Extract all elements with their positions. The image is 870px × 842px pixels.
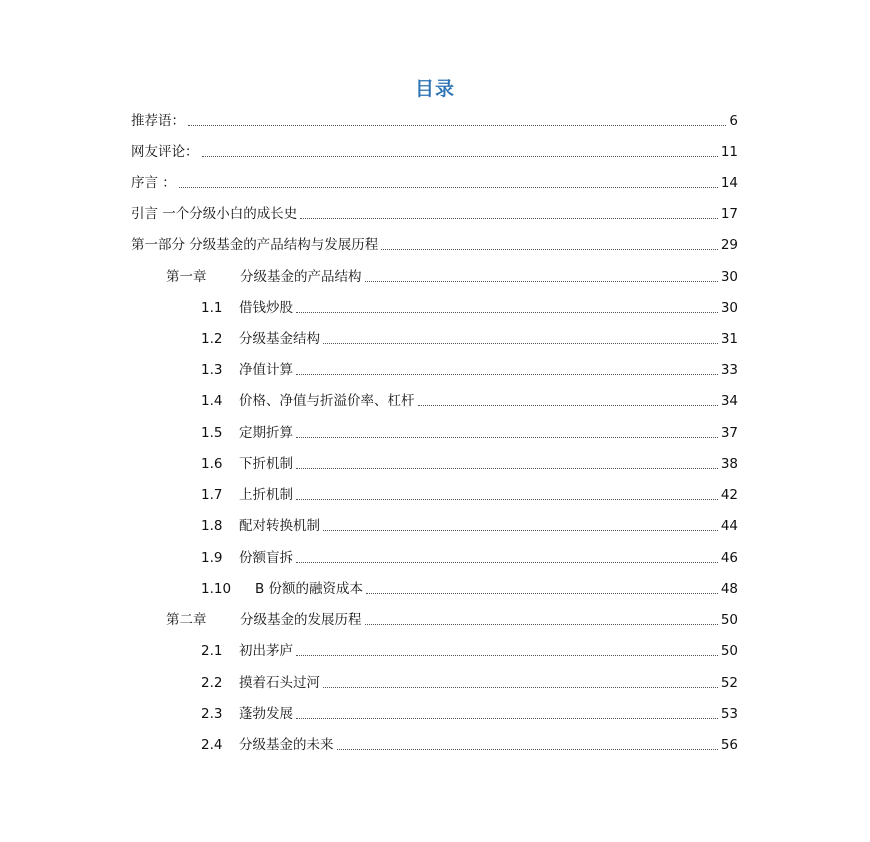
dot-leader: [300, 218, 718, 219]
toc-entry-label: 初出茅庐: [239, 643, 293, 659]
toc-entry-page: 52: [720, 675, 738, 691]
toc-entry-reader-comments[interactable]: [131, 137, 738, 161]
toc-entry-number: 2.2: [201, 675, 223, 691]
toc-entry-number: 1.10: [201, 581, 232, 597]
toc-entry-page: 56: [720, 737, 738, 753]
toc-entry-page: 29: [720, 237, 738, 253]
toc-entry-number: 1.1: [201, 300, 223, 316]
dot-leader: [365, 281, 718, 282]
toc-entry-label: 价格、净值与折溢价率、杠杆: [239, 393, 415, 409]
dot-leader: [418, 405, 718, 406]
dot-leader: [296, 499, 718, 500]
toc-entry-section-2-2[interactable]: [201, 668, 738, 692]
dot-leader: [179, 187, 718, 188]
toc-entry-page: 11: [720, 144, 738, 160]
toc-entry-label: 分级基金结构: [239, 331, 320, 347]
dot-leader: [323, 343, 718, 344]
toc-entry-label: 分级基金的发展历程: [240, 612, 362, 628]
toc-entry-label: 分级基金的未来: [239, 737, 334, 753]
dot-leader: [296, 718, 718, 719]
toc-entry-number: 1.4: [201, 393, 223, 409]
toc-entry-section-2-1[interactable]: [201, 636, 738, 660]
toc-entry-label: 推荐语：: [131, 113, 185, 129]
toc-entry-page: 50: [720, 643, 738, 659]
toc-entry-chapter-one[interactable]: [166, 262, 738, 286]
toc-entry-part-one[interactable]: [131, 230, 738, 254]
toc-entry-section-1-10[interactable]: [201, 574, 738, 598]
toc-entry-section-1-9[interactable]: [201, 543, 738, 567]
toc-entry-number: 1.5: [201, 425, 223, 441]
dot-leader: [337, 749, 718, 750]
toc-entry-label: 份额盲拆: [239, 550, 293, 566]
toc-entry-page: 42: [720, 487, 738, 503]
toc-entry-page: 31: [720, 331, 738, 347]
toc-title: 目录: [414, 78, 455, 100]
toc-entry-label: 序言 ：: [131, 175, 176, 191]
toc-entry-number: 2.4: [201, 737, 223, 753]
toc-entry-section-1-5[interactable]: [201, 418, 738, 442]
toc-entry-section-1-1[interactable]: [201, 293, 738, 317]
dot-leader: [366, 593, 718, 594]
dot-leader: [296, 437, 718, 438]
toc-entry-page: 14: [720, 175, 738, 191]
toc-entry-number: 2.3: [201, 706, 223, 722]
toc-entry-section-1-4[interactable]: [201, 386, 738, 410]
toc-entry-number: 1.3: [201, 362, 223, 378]
toc-entry-page: 6: [729, 113, 738, 129]
dot-leader: [188, 125, 726, 126]
toc-entry-section-1-6[interactable]: [201, 449, 738, 473]
toc-entry-page: 50: [720, 612, 738, 628]
toc-entry-label: 下折机制: [239, 456, 293, 472]
toc-entry-label: B 份额的融资成本: [255, 581, 364, 597]
toc-entry-section-1-3[interactable]: [201, 355, 738, 379]
dot-leader: [296, 468, 718, 469]
dot-leader: [381, 249, 718, 250]
toc-entry-label: 配对转换机制: [239, 518, 320, 534]
toc-entry-label: 第一部分 分级基金的产品结构与发展历程: [131, 237, 379, 253]
toc-entry-introduction[interactable]: [131, 199, 738, 223]
toc-entry-section-1-7[interactable]: [201, 480, 738, 504]
toc-entry-chapter-two[interactable]: [166, 605, 738, 629]
toc-entry-preface[interactable]: [131, 168, 738, 192]
dot-leader: [296, 374, 718, 375]
toc-entry-label: 分级基金的产品结构: [240, 269, 362, 285]
toc-entry-number: 1.8: [201, 518, 223, 534]
toc-entry-number: 2.1: [201, 643, 223, 659]
toc-entry-number: 第二章: [166, 612, 207, 628]
dot-leader: [296, 312, 718, 313]
toc-entry-number: 1.9: [201, 550, 223, 566]
toc-entry-label: 网友评论：: [131, 144, 199, 160]
dot-leader: [365, 624, 718, 625]
dot-leader: [296, 562, 718, 563]
toc-entry-page: 17: [720, 206, 738, 222]
toc-entry-page: 30: [720, 300, 738, 316]
toc-entry-page: 46: [720, 550, 738, 566]
dot-leader: [323, 530, 718, 531]
toc-entry-page: 44: [720, 518, 738, 534]
toc-entry-number: 1.6: [201, 456, 223, 472]
dot-leader: [323, 687, 718, 688]
toc-entry-page: 48: [720, 581, 738, 597]
toc-entry-label: 引言 一个分级小白的成长史: [131, 206, 298, 222]
toc-entry-label: 摸着石头过河: [239, 675, 320, 691]
toc-entry-section-2-4[interactable]: [201, 730, 738, 754]
toc-entry-number: 1.7: [201, 487, 223, 503]
toc-entry-recommendations[interactable]: [131, 106, 738, 130]
toc-entry-page: 37: [720, 425, 738, 441]
toc-entry-section-1-8[interactable]: [201, 511, 738, 535]
toc-entry-label: 上折机制: [239, 487, 293, 503]
toc-entry-section-2-3[interactable]: [201, 699, 738, 723]
toc-entry-label: 蓬勃发展: [239, 706, 293, 722]
toc-entry-page: 53: [720, 706, 738, 722]
toc-entry-page: 30: [720, 269, 738, 285]
toc-entry-page: 33: [720, 362, 738, 378]
dot-leader: [296, 655, 718, 656]
toc-entry-number: 第一章: [166, 269, 207, 285]
dot-leader: [202, 156, 718, 157]
toc-entry-label: 净值计算: [239, 362, 293, 378]
toc-entry-page: 38: [720, 456, 738, 472]
toc-entry-page: 34: [720, 393, 738, 409]
toc-entry-section-1-2[interactable]: [201, 324, 738, 348]
toc-entry-number: 1.2: [201, 331, 223, 347]
toc-entry-label: 定期折算: [239, 425, 293, 441]
toc-entry-label: 借钱炒股: [239, 300, 293, 316]
